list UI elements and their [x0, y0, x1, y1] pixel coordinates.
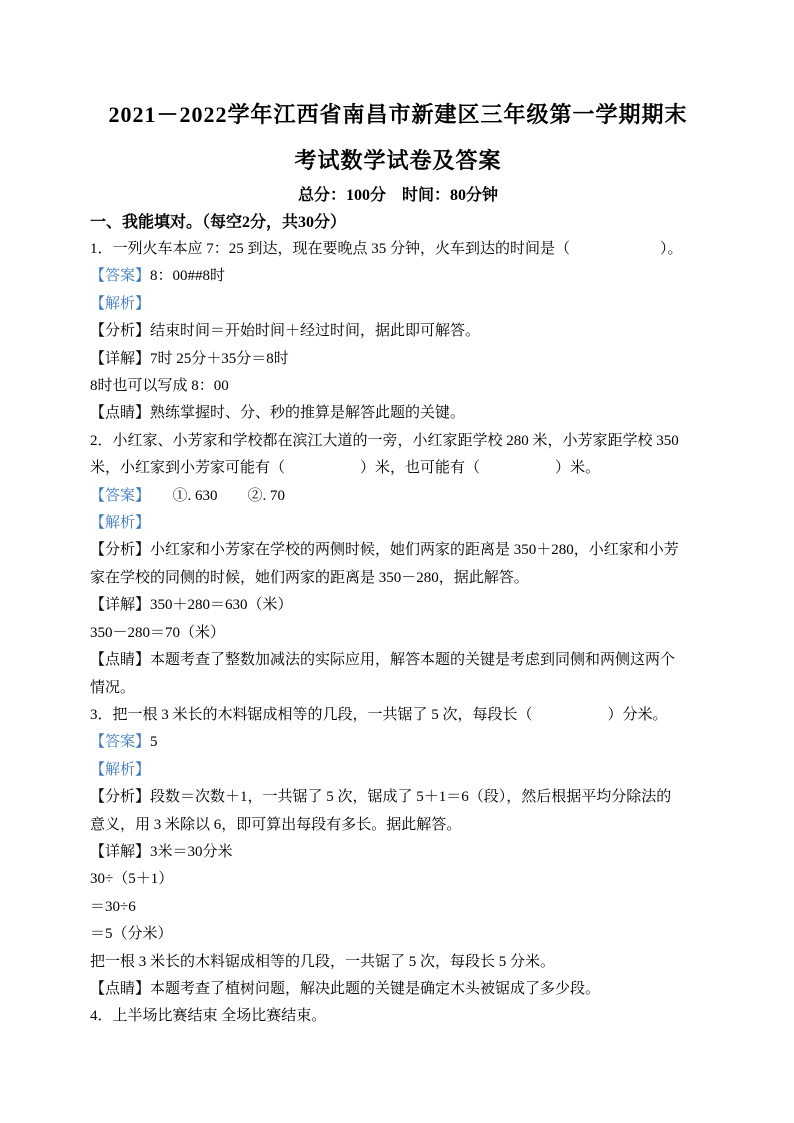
text-line [90, 291, 706, 318]
line-text: 【点睛】熟练掌握时、分、秒的推算是解答此题的关键。 [90, 405, 466, 422]
text-line [90, 976, 706, 1003]
line-text: 【分析】段数＝次数＋1，一共锯了 5 次，锯成了 5＋1＝6（段），然后根据平均分除法的 [90, 789, 672, 806]
explanation-label: 【解析】 [90, 761, 151, 778]
text-line [90, 428, 706, 455]
explanation-label: 【解析】 [90, 515, 151, 532]
exam-meta: 总分：100分 时间：80分钟 [297, 187, 498, 204]
line-text: ＝5（分米） [90, 926, 173, 943]
line-text: 【分析】结束时间＝开始时间＋经过时间，据此即可解答。 [90, 323, 481, 340]
text-line [90, 400, 706, 427]
text-line [90, 373, 706, 400]
text-line [90, 921, 706, 948]
text-line [90, 620, 706, 647]
text-line [90, 757, 706, 784]
text-line [90, 592, 706, 619]
text-line [90, 647, 706, 674]
line-text: 4．上半场比赛结束 全场比赛结束。 [90, 1008, 327, 1025]
line-text: 【详解】7时 25分＋35分＝8时 [90, 350, 289, 367]
explanation-label: 【解析】 [90, 295, 151, 312]
exam-title [90, 92, 706, 184]
exam-title-line1: 2021－2022学年江西省南昌市新建区三年级第一学期期末 [108, 102, 688, 127]
text-line [90, 537, 706, 564]
text-line [90, 675, 706, 702]
section-heading: 一、我能填对。（每空2分，共30分） [90, 214, 347, 231]
line-text: ＝30÷6 [90, 898, 136, 915]
text-line [90, 866, 706, 893]
exam-title-line2: 考试数学试卷及答案 [294, 148, 502, 173]
answer-label: 【答案】 [90, 734, 151, 751]
text-line [90, 483, 706, 510]
line-text: 【详解】350＋280＝630（米） [90, 597, 293, 614]
line-text: 3．把一根 3 米长的木料锯成相等的几段，一共锯了 5 次，每段长（ ）分米。 [90, 706, 668, 723]
text-line [90, 894, 706, 921]
text-line [90, 510, 706, 537]
text-line [90, 455, 706, 482]
line-text: 【详解】3米＝30分米 [90, 843, 233, 860]
line-text: 米，小红家到小芳家可能有（ ）米，也可能有（ ）米。 [90, 460, 601, 477]
text-line [90, 784, 706, 811]
line-text: 【点睛】本题考查了植树问题，解决此题的关键是确定木头被锯成了多少段。 [90, 980, 601, 997]
line-text: 【点睛】本题考查了整数加减法的实际应用，解答本题的关键是考虑到同侧和两侧这两个 [90, 652, 676, 669]
line-text: 1．一列火车本应 7：25 到达，现在要晚点 35 分钟，火车到达的时间是（ ）。 [90, 241, 683, 257]
text-line [90, 1003, 706, 1030]
line-text: 8：00##8时 [150, 268, 226, 285]
answer-label: 【答案】 [90, 268, 151, 285]
answer-label: 【答案】 [90, 487, 143, 504]
text-line [90, 263, 706, 290]
line-text: 情况。 [90, 679, 136, 696]
text-line [90, 949, 706, 976]
line-text: 意义，用 3 米除以 6，即可算出每段有多长。据此解答。 [90, 816, 462, 833]
line-text: 【分析】小红家和小芳家在学校的两侧时候，她们两家的距离是 350＋280，小红家和小芳 [90, 542, 679, 559]
text-line [90, 346, 706, 373]
text-line [90, 702, 706, 729]
text-line [90, 839, 706, 866]
line-text: 8时也可以写成 8：00 [90, 378, 229, 395]
line-text: 把一根 3 米长的木料锯成相等的几段，一共锯了 5 次，每段长 5 分米。 [90, 953, 556, 970]
text-line [90, 729, 706, 756]
line-text: 350－280＝70（米） [90, 624, 226, 641]
text-line [90, 318, 706, 345]
exam-content [90, 236, 706, 1031]
line-text: 家在学校的同侧的时候，她们两家的距离是 350－280，据此解答。 [90, 569, 529, 586]
text-line [90, 565, 706, 592]
line-text: 5 [150, 734, 158, 751]
text-line [90, 812, 706, 839]
text-line [90, 236, 706, 263]
line-text: ①. 630 ②. 70 [142, 487, 286, 504]
line-text: 2．小红家、小芳家和学校都在滨江大道的一旁，小红家距学校 280 米，小芳家距学校 350 [90, 432, 679, 449]
line-text: 30÷（5＋1） [90, 871, 174, 888]
